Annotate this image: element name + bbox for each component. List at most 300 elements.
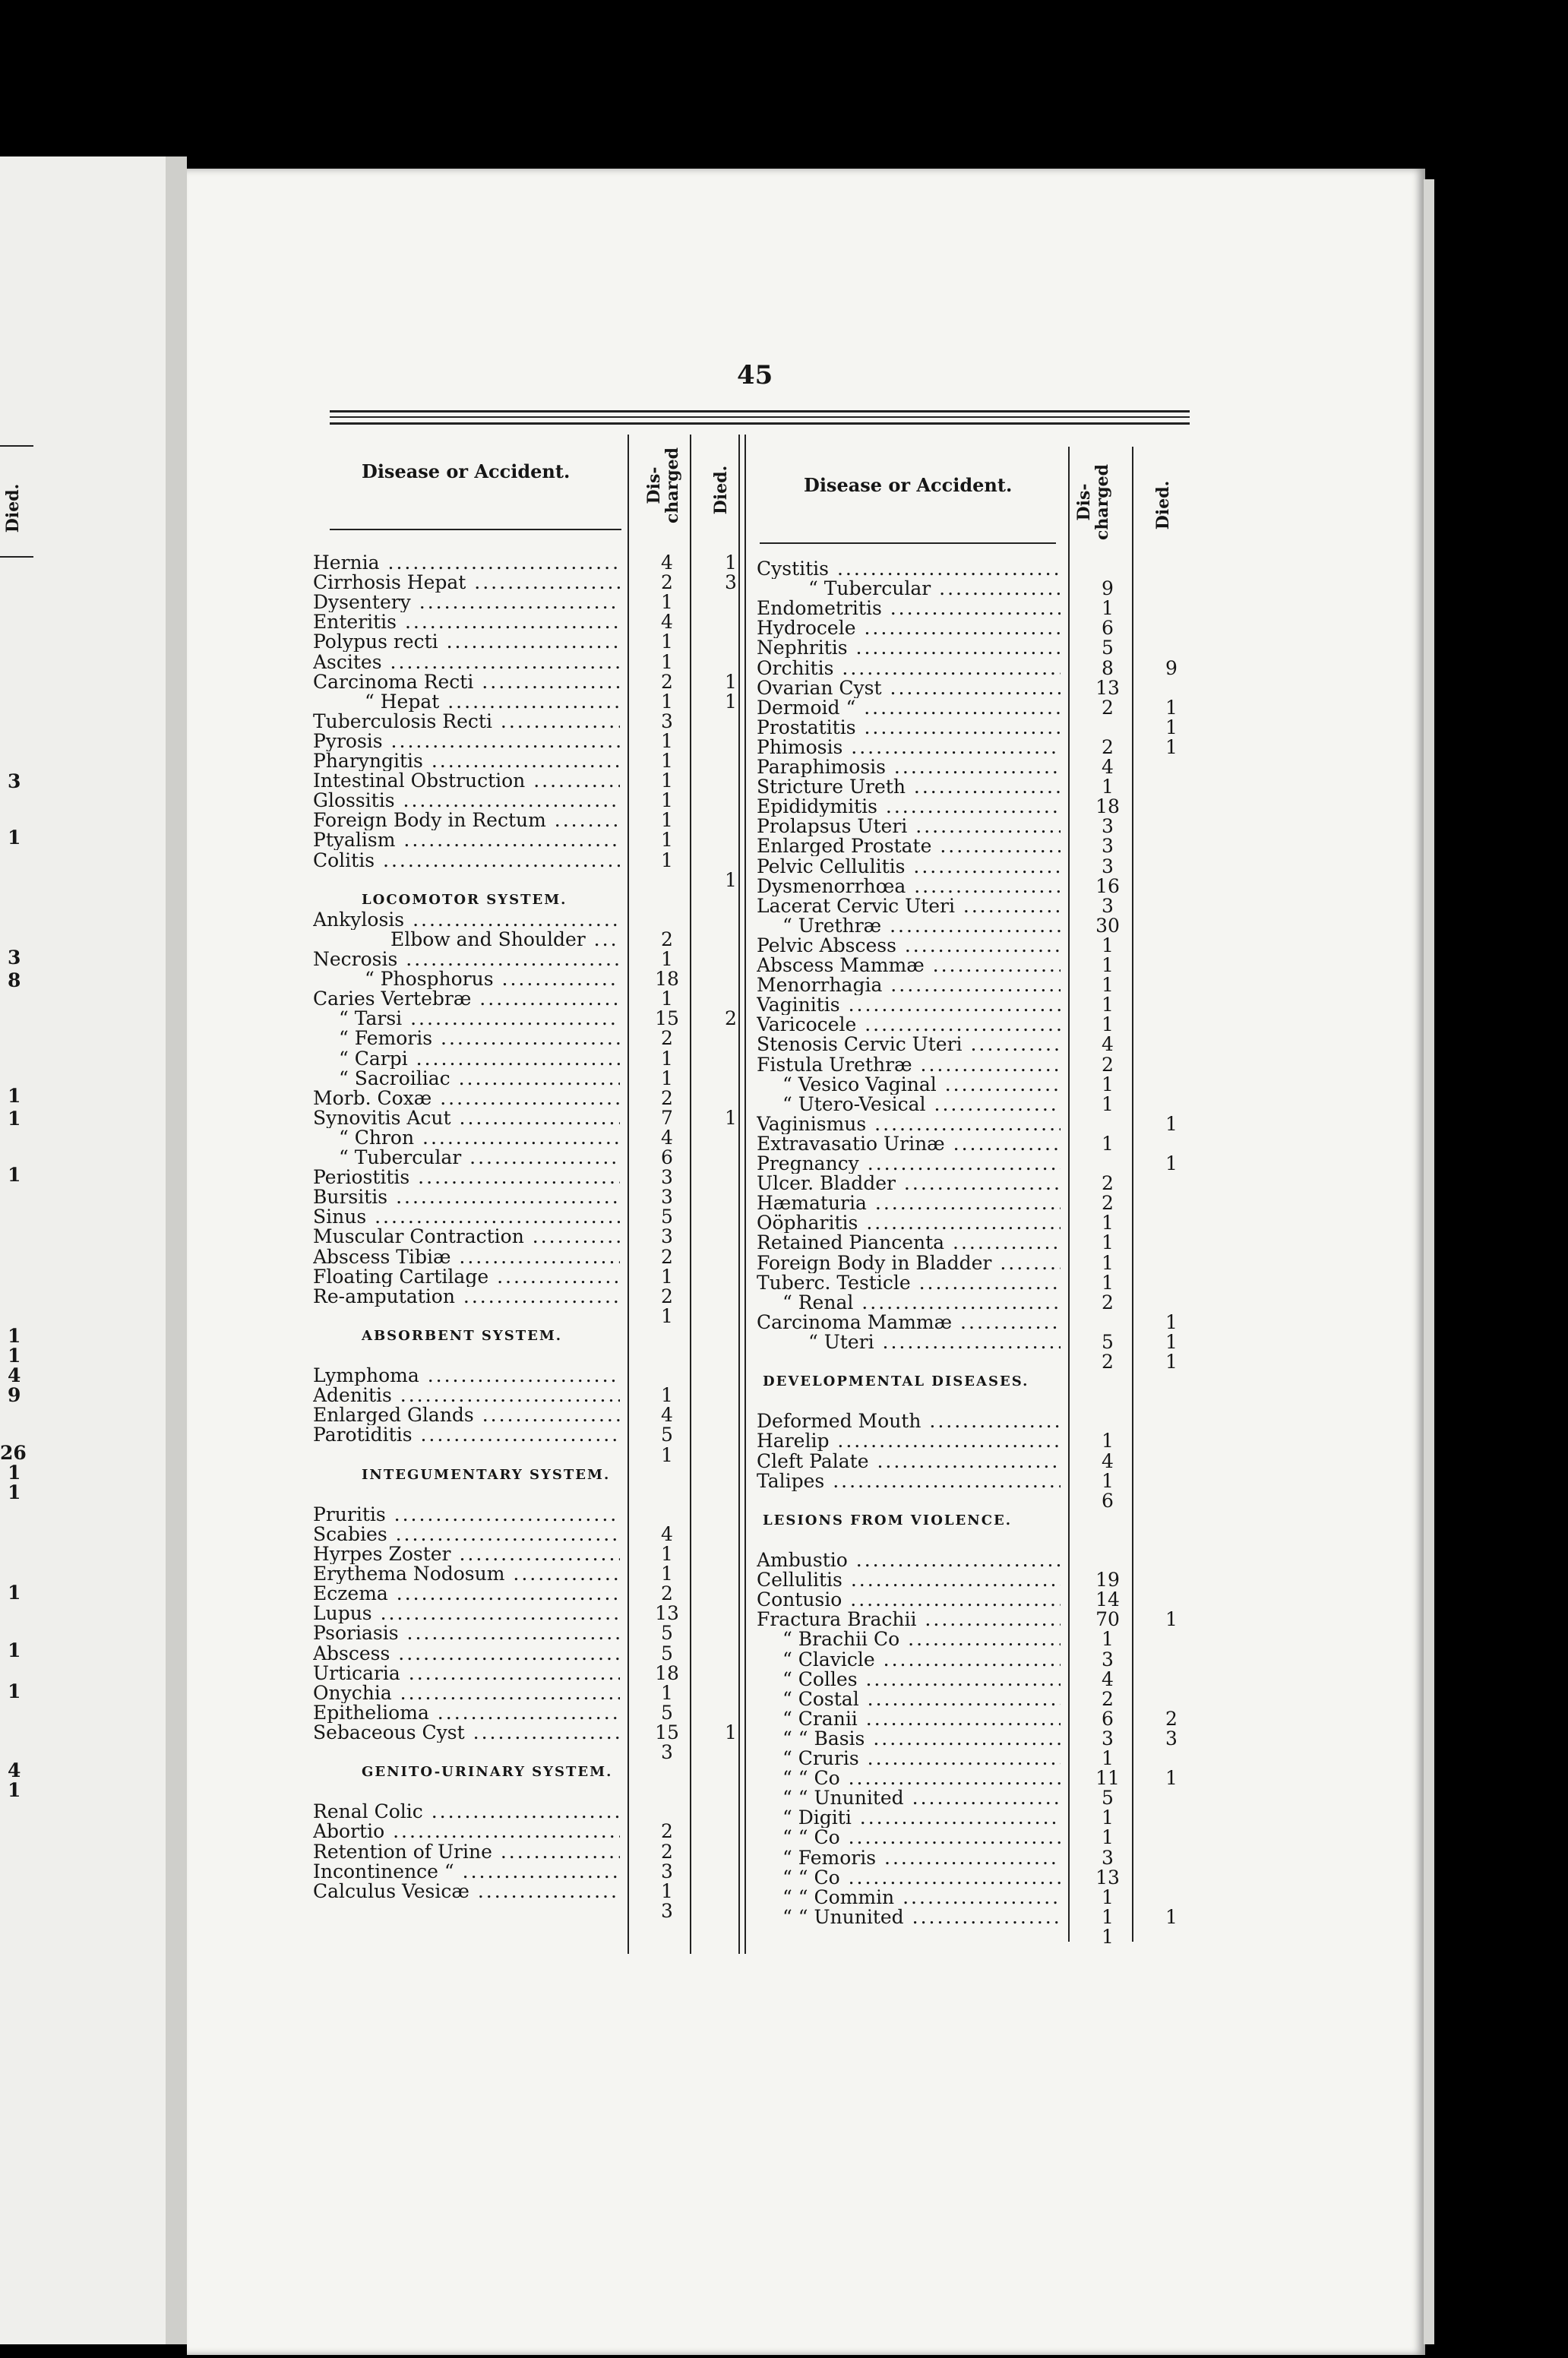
- table-row: [313, 1009, 746, 1029]
- table-row: [313, 910, 746, 930]
- discharged-value: 2: [661, 1820, 673, 1843]
- table-row: [757, 698, 1187, 718]
- disease-name: “ Clavicle .....: [782, 1650, 1061, 1670]
- disease-name: Harelip .....: [757, 1431, 1061, 1451]
- left-page-rule: [0, 556, 33, 558]
- disease-name: Dysentery .....: [313, 593, 620, 612]
- disease-name: “ Utero-Vesical .....: [782, 1095, 1061, 1114]
- disease-name: “ Colles .....: [782, 1670, 1061, 1689]
- discharged-value: 1: [661, 1543, 673, 1565]
- discharged-value: 1: [661, 591, 673, 614]
- discharged-value: 30: [1095, 914, 1120, 937]
- disease-name: Enteritis .....: [313, 612, 620, 632]
- disease-name: Bursitis .....: [313, 1187, 620, 1207]
- discharged-value: 19: [1095, 1569, 1120, 1591]
- disease-name: Stricture Ureth .....: [757, 777, 1061, 797]
- table-row: [313, 1703, 746, 1723]
- discharged-value: 2: [661, 1086, 673, 1109]
- discharged-value: 2: [661, 1245, 673, 1268]
- died-value: 1: [1165, 1767, 1178, 1790]
- table-row: [313, 1287, 746, 1307]
- table-row: [313, 791, 746, 811]
- disease-name: “ Uteri .....: [808, 1332, 1061, 1352]
- disease-name: “ “ Co .....: [782, 1868, 1061, 1888]
- discharged-value: 1: [661, 1681, 673, 1704]
- discharged-value: 1: [1102, 954, 1114, 976]
- table-row: [757, 1868, 1187, 1888]
- disease-name: Intestinal Obstruction .....: [313, 771, 620, 791]
- discharged-value: 13: [655, 1602, 679, 1625]
- top-rule: [330, 410, 1190, 412]
- disease-name: Re-amputation .....: [313, 1287, 620, 1307]
- discharged-value: 11: [1095, 1767, 1120, 1790]
- discharged-value: 4: [1102, 1449, 1114, 1472]
- table-row: [313, 1304, 746, 1327]
- header-rule-right: [760, 542, 1056, 544]
- table-row: [757, 1035, 1187, 1054]
- disease-name: Abscess Tibiæ .....: [313, 1247, 620, 1267]
- discharged-value: 2: [1102, 735, 1114, 758]
- disease-name: Ankylosis .....: [313, 910, 620, 930]
- table-row: [313, 1842, 746, 1862]
- discharged-value: 5: [661, 1424, 673, 1446]
- disease-name: Stenosis Cervic Uteri .....: [757, 1035, 1061, 1054]
- discharged-value: 1: [661, 1047, 673, 1070]
- table-row: [757, 1411, 1187, 1431]
- disease-name: Ulcer. Bladder .....: [757, 1174, 1061, 1193]
- discharged-value: 1: [1102, 1073, 1114, 1095]
- disease-name: Scabies .....: [313, 1525, 620, 1544]
- discharged-value: 1: [661, 631, 673, 653]
- disease-name: Tuberculosis Recti .....: [313, 712, 620, 732]
- table-row: [313, 729, 746, 752]
- disease-name: Prostatitis .....: [757, 718, 1061, 738]
- died-value: 1: [725, 552, 737, 574]
- discharged-value: 1: [1102, 1628, 1114, 1651]
- discharged-value: 1: [661, 1067, 673, 1089]
- table-row: [313, 1584, 746, 1604]
- disease-name: Dermoid “ .....: [757, 698, 1061, 718]
- table-row: [757, 1749, 1187, 1768]
- discharged-value: 4: [661, 552, 673, 574]
- discharged-value: 2: [661, 1285, 673, 1307]
- died-value: 1: [1165, 1152, 1178, 1174]
- table-row: [757, 956, 1187, 975]
- died-value: 1: [725, 670, 737, 693]
- disease-name: Sebaceous Cyst .....: [313, 1723, 620, 1743]
- table-row: [757, 896, 1187, 916]
- disease-name: Retention of Urine .....: [313, 1842, 620, 1862]
- table-row: [757, 1905, 1187, 1928]
- discharged-value: 3: [1102, 815, 1114, 838]
- table-row: [313, 1366, 746, 1386]
- table-row: [757, 757, 1187, 777]
- table-row: [757, 836, 1187, 856]
- section-heading: DEVELOPMENTAL DISEASES.: [763, 1373, 1029, 1390]
- discharged-value: 1: [661, 770, 673, 792]
- discharged-value: 1: [1102, 974, 1114, 997]
- discharged-value: 2: [661, 1582, 673, 1605]
- disease-name: “ Carpi .....: [339, 1049, 620, 1069]
- table-row: [313, 1168, 746, 1187]
- left-page-value: 1: [8, 1582, 21, 1604]
- discharged-value: 4: [661, 1522, 673, 1545]
- discharged-value: 3: [661, 1186, 673, 1209]
- disease-name: “ Costal .....: [782, 1689, 1061, 1709]
- disease-name: Calculus Vesicæ .....: [313, 1882, 620, 1901]
- discharged-value: 3: [661, 710, 673, 732]
- table-row: [757, 857, 1187, 877]
- table-row: [757, 1550, 1187, 1570]
- table-row: [757, 1828, 1187, 1848]
- section-heading: LOCOMOTOR SYSTEM.: [362, 891, 567, 908]
- discharged-value: 15: [655, 1007, 679, 1030]
- table-row: [757, 975, 1187, 995]
- disease-name: Incontinence “ .....: [313, 1862, 620, 1882]
- discharged-value: 3: [1102, 835, 1114, 858]
- discharged-value: 2: [1102, 1291, 1114, 1313]
- table-row: [313, 650, 746, 673]
- left-page-rule: [0, 445, 33, 447]
- table-row: [313, 1207, 746, 1227]
- table-row: [313, 672, 746, 692]
- discharged-value: 1: [1102, 1013, 1114, 1036]
- table-row: [313, 1782, 746, 1802]
- disease-name: Renal Colic .....: [313, 1802, 620, 1822]
- table-row: [757, 638, 1187, 658]
- discharged-value: 1: [1102, 597, 1114, 620]
- disease-name: Cystitis .....: [757, 559, 1061, 579]
- disease-name: “ Vesico Vaginal .....: [782, 1075, 1061, 1095]
- section-heading: LESIONS FROM VIOLENCE.: [763, 1512, 1013, 1528]
- disease-name: Psoriasis .....: [313, 1623, 620, 1643]
- table-row: [757, 1689, 1187, 1709]
- disease-name: Periostitis .....: [313, 1168, 620, 1187]
- discharged-value: 6: [661, 1146, 673, 1168]
- discharged-value: 6: [1102, 617, 1114, 640]
- disease-name: Talipes .....: [757, 1471, 1061, 1491]
- discharged-value: 1: [661, 829, 673, 852]
- table-row: [757, 1134, 1187, 1154]
- discharged-value: 3: [661, 1741, 673, 1763]
- died-value: 2: [1165, 1707, 1178, 1730]
- table-row: [313, 771, 746, 791]
- discharged-value: 4: [1102, 1033, 1114, 1056]
- discharged-value: 6: [1102, 1489, 1114, 1512]
- table-row: [757, 1193, 1187, 1213]
- table-row: [313, 1485, 746, 1505]
- table-row: [313, 1247, 746, 1267]
- disease-name: Floating Cartilage .....: [313, 1267, 620, 1287]
- discharged-value: 1: [1102, 1430, 1114, 1452]
- discharged-value: 1: [1102, 1925, 1114, 1948]
- table-row: [313, 1128, 746, 1148]
- left-page-value: 1: [8, 1462, 21, 1484]
- disease-name: “ “ Ununited .....: [782, 1908, 1061, 1927]
- disease-name: Colitis .....: [313, 851, 620, 871]
- disease-name: Hydrocele .....: [757, 618, 1061, 638]
- disease-name: Vaginitis .....: [757, 995, 1061, 1015]
- discharged-value: 5: [661, 1701, 673, 1724]
- table-row: [313, 612, 746, 632]
- table-row: [313, 1267, 746, 1287]
- disease-name: Varicocele .....: [757, 1015, 1061, 1035]
- discharged-value: 14: [1095, 1588, 1120, 1611]
- discharged-value: 2: [661, 928, 673, 950]
- discharged-value: 8: [1102, 656, 1114, 679]
- table-row: [313, 1604, 746, 1623]
- discharged-value: 5: [661, 1622, 673, 1645]
- discharged-value: 2: [1102, 1172, 1114, 1195]
- table-row: [313, 930, 746, 950]
- table-row: [313, 1227, 746, 1247]
- disease-name: Lymphoma .....: [313, 1366, 620, 1386]
- disease-name: Morb. Coxæ .....: [313, 1089, 620, 1108]
- table-row: [757, 995, 1187, 1015]
- left-page-value: 1: [8, 1108, 21, 1130]
- header-discharged-right: Dis- charged: [1074, 464, 1112, 540]
- table-row: [757, 1590, 1187, 1610]
- disease-name: Dysmenorrhœa .....: [757, 877, 1061, 896]
- discharged-value: 70: [1095, 1608, 1120, 1631]
- table-row: [313, 751, 746, 771]
- table-row: [757, 916, 1187, 936]
- discharged-value: 2: [661, 670, 673, 693]
- header-disease-left: Disease or Accident.: [362, 460, 571, 482]
- disease-name: Fistula Urethræ .....: [757, 1055, 1061, 1075]
- table-row: [313, 1108, 746, 1128]
- discharged-value: 16: [1095, 874, 1120, 897]
- discharged-value: 4: [661, 1404, 673, 1427]
- discharged-value: 1: [661, 1443, 673, 1466]
- discharged-value: 1: [1102, 1905, 1114, 1928]
- disease-name: “ Chron .....: [339, 1128, 620, 1148]
- disease-name: Cleft Palate .....: [757, 1452, 1061, 1471]
- table-row: [757, 874, 1187, 897]
- discharged-value: 18: [1095, 795, 1120, 818]
- discharged-value: 1: [661, 1879, 673, 1902]
- table-row: [757, 1531, 1187, 1550]
- disease-name: “ Cruris .....: [782, 1749, 1061, 1768]
- table-row: [757, 599, 1187, 618]
- discharged-value: 1: [661, 789, 673, 812]
- left-page-died-header: Died.: [3, 483, 23, 533]
- disease-name: Parotiditis .....: [313, 1425, 620, 1445]
- table-row: [757, 1768, 1187, 1788]
- discharged-value: 5: [661, 1206, 673, 1228]
- header-died-left: Died.: [711, 465, 731, 515]
- disease-name: Extravasatio Urinæ .....: [757, 1134, 1061, 1154]
- died-value: 1: [725, 690, 737, 713]
- disease-name: “ Femoris .....: [339, 1029, 620, 1048]
- disease-name: Enlarged Glands .....: [313, 1405, 620, 1425]
- table-row: [313, 1405, 746, 1425]
- left-page-value: 1: [8, 1085, 21, 1107]
- died-value: 1: [1165, 696, 1178, 719]
- table-row: [313, 1822, 746, 1841]
- discharged-value: 1: [1102, 1826, 1114, 1849]
- disease-name: Retained Piancenta .....: [757, 1233, 1061, 1253]
- disease-name: Ascites .....: [313, 653, 620, 672]
- table-row: [757, 618, 1187, 638]
- discharged-value: 2: [1102, 1687, 1114, 1710]
- table-row: [313, 868, 746, 891]
- disease-name: Pyrosis .....: [313, 732, 620, 751]
- died-value: 2: [725, 1007, 737, 1030]
- disease-name: Menorrhagia .....: [757, 975, 1061, 995]
- table-row: [757, 1885, 1187, 1908]
- discharged-value: 1: [1102, 1132, 1114, 1155]
- page-number: 45: [737, 360, 773, 390]
- discharged-value: 5: [661, 1642, 673, 1664]
- disease-name: Fractura Brachii .....: [757, 1610, 1061, 1629]
- disease-name: Epididymitis .....: [757, 797, 1061, 817]
- discharged-value: 1: [661, 650, 673, 673]
- died-value: 1: [1165, 735, 1178, 758]
- discharged-value: 1: [661, 1265, 673, 1288]
- table-row: [757, 656, 1187, 679]
- table-row: [313, 1661, 746, 1684]
- disease-name: Pharyngitis .....: [313, 751, 620, 771]
- disease-name: “ “ Commin .....: [782, 1888, 1061, 1908]
- discharged-value: 1: [661, 1304, 673, 1327]
- table-row: [757, 1233, 1187, 1253]
- table-row: [313, 1544, 746, 1564]
- disease-name: Epithelioma .....: [313, 1703, 620, 1723]
- table-row: [757, 1114, 1187, 1134]
- discharged-value: 2: [661, 1027, 673, 1050]
- disease-name: Abortio .....: [313, 1822, 620, 1841]
- table-row: [757, 718, 1187, 738]
- died-value: 1: [1165, 1905, 1178, 1928]
- disease-name: Deformed Mouth .....: [757, 1411, 1061, 1431]
- table-row: [313, 553, 746, 573]
- table-row: [313, 1049, 746, 1069]
- table-row: [313, 1148, 746, 1168]
- table-row: [313, 989, 746, 1009]
- table-row: [757, 1273, 1187, 1293]
- discharged-value: 1: [661, 1384, 673, 1407]
- disease-name: Sinus .....: [313, 1207, 620, 1227]
- table-row: [757, 1629, 1187, 1649]
- discharged-value: 1: [661, 809, 673, 832]
- table-row: [757, 1092, 1187, 1115]
- died-value: 1: [1165, 1112, 1178, 1135]
- left-page-value: 8: [8, 969, 21, 991]
- disease-name: Carcinoma Mammæ .....: [757, 1313, 1061, 1332]
- table-row: [313, 632, 746, 652]
- table-row: [757, 1174, 1187, 1193]
- discharged-value: 1: [1102, 776, 1114, 798]
- discharged-value: 6: [1102, 1707, 1114, 1730]
- table-row: [757, 1667, 1187, 1690]
- discharged-value: 18: [655, 968, 679, 991]
- discharged-value: 2: [661, 571, 673, 594]
- disease-name: “ Phosphorus .....: [365, 969, 620, 989]
- table-row: [313, 950, 746, 969]
- disease-name: “ “ Basis .....: [782, 1729, 1061, 1749]
- disease-name: Pelvic Abscess .....: [757, 936, 1061, 956]
- disease-name: Adenitis .....: [313, 1386, 620, 1405]
- died-value: 1: [1165, 1310, 1178, 1333]
- discharged-value: 1: [1102, 994, 1114, 1016]
- disease-name: Abscess Mammæ .....: [757, 956, 1061, 975]
- discharged-value: 1: [1102, 1271, 1114, 1294]
- discharged-value: 13: [1095, 676, 1120, 699]
- left-page-value: 1: [8, 1680, 21, 1702]
- table-row: [313, 593, 746, 612]
- table-row: [313, 1879, 746, 1902]
- left-page-value: 1: [8, 1779, 21, 1801]
- discharged-value: 1: [1102, 1885, 1114, 1908]
- table-row: [757, 1449, 1187, 1472]
- table-row: [757, 1650, 1187, 1670]
- disease-name: Hyrpes Zoster .....: [313, 1544, 620, 1564]
- died-value: 1: [1165, 1330, 1178, 1353]
- discharged-value: 1: [661, 849, 673, 871]
- table-row: [313, 1683, 746, 1703]
- disease-name: Vaginismus .....: [757, 1114, 1061, 1134]
- table-row: [313, 712, 746, 732]
- disease-name: “ Sacroiliac .....: [339, 1069, 620, 1089]
- disease-name: “ Cranii .....: [782, 1709, 1061, 1729]
- discharged-value: 1: [661, 750, 673, 772]
- table-row: [757, 1808, 1187, 1828]
- table-row: [313, 1522, 746, 1545]
- disease-name: “ Urethræ .....: [782, 916, 1061, 936]
- table-row: [757, 1431, 1187, 1451]
- disease-name: Pruritis .....: [313, 1505, 620, 1525]
- discharged-value: 3: [661, 1860, 673, 1882]
- disease-name: Foreign Body in Bladder .....: [757, 1253, 1061, 1273]
- table-row: [757, 777, 1187, 797]
- disease-name: Pelvic Cellulitis .....: [757, 857, 1061, 877]
- table-row: [757, 735, 1187, 758]
- discharged-value: 7: [661, 1106, 673, 1129]
- disease-name: Abscess .....: [313, 1644, 620, 1664]
- disease-name: Pregnancy .....: [757, 1154, 1061, 1174]
- discharged-value: 2: [1102, 1351, 1114, 1373]
- left-page-gutter: [166, 156, 187, 2344]
- table-row: [757, 1213, 1187, 1233]
- disease-name: Polypus recti .....: [313, 632, 620, 652]
- table-row: [313, 1069, 746, 1089]
- discharged-value: 9: [1102, 577, 1114, 600]
- died-value: 3: [725, 571, 737, 594]
- disease-name: Necrosis .....: [313, 950, 620, 969]
- table-row: [757, 1075, 1187, 1095]
- disease-name: Eczema .....: [313, 1584, 620, 1604]
- died-value: 1: [725, 868, 737, 891]
- discharged-value: 1: [1102, 1747, 1114, 1769]
- disease-name: Urticaria .....: [313, 1664, 620, 1683]
- left-page-value: 1: [8, 1639, 21, 1661]
- disease-name: “ “ Ununited .....: [782, 1788, 1061, 1808]
- table-row: [757, 1848, 1187, 1868]
- disease-name: Cirrhosis Hepat .....: [313, 573, 620, 593]
- disease-name: “ Digiti .....: [782, 1808, 1061, 1828]
- discharged-value: 3: [661, 1166, 673, 1189]
- discharged-value: 1: [1102, 1092, 1114, 1115]
- disease-name: Contusio .....: [757, 1590, 1061, 1610]
- left-page-value: 1: [8, 1325, 21, 1347]
- discharged-value: 4: [661, 611, 673, 634]
- discharged-value: 5: [1102, 1787, 1114, 1810]
- disease-name: Hæmaturia .....: [757, 1193, 1061, 1213]
- table-row: [757, 1392, 1187, 1411]
- disease-name: Synovitis Acut .....: [313, 1108, 620, 1128]
- disease-name: “ Brachii Co .....: [782, 1629, 1061, 1649]
